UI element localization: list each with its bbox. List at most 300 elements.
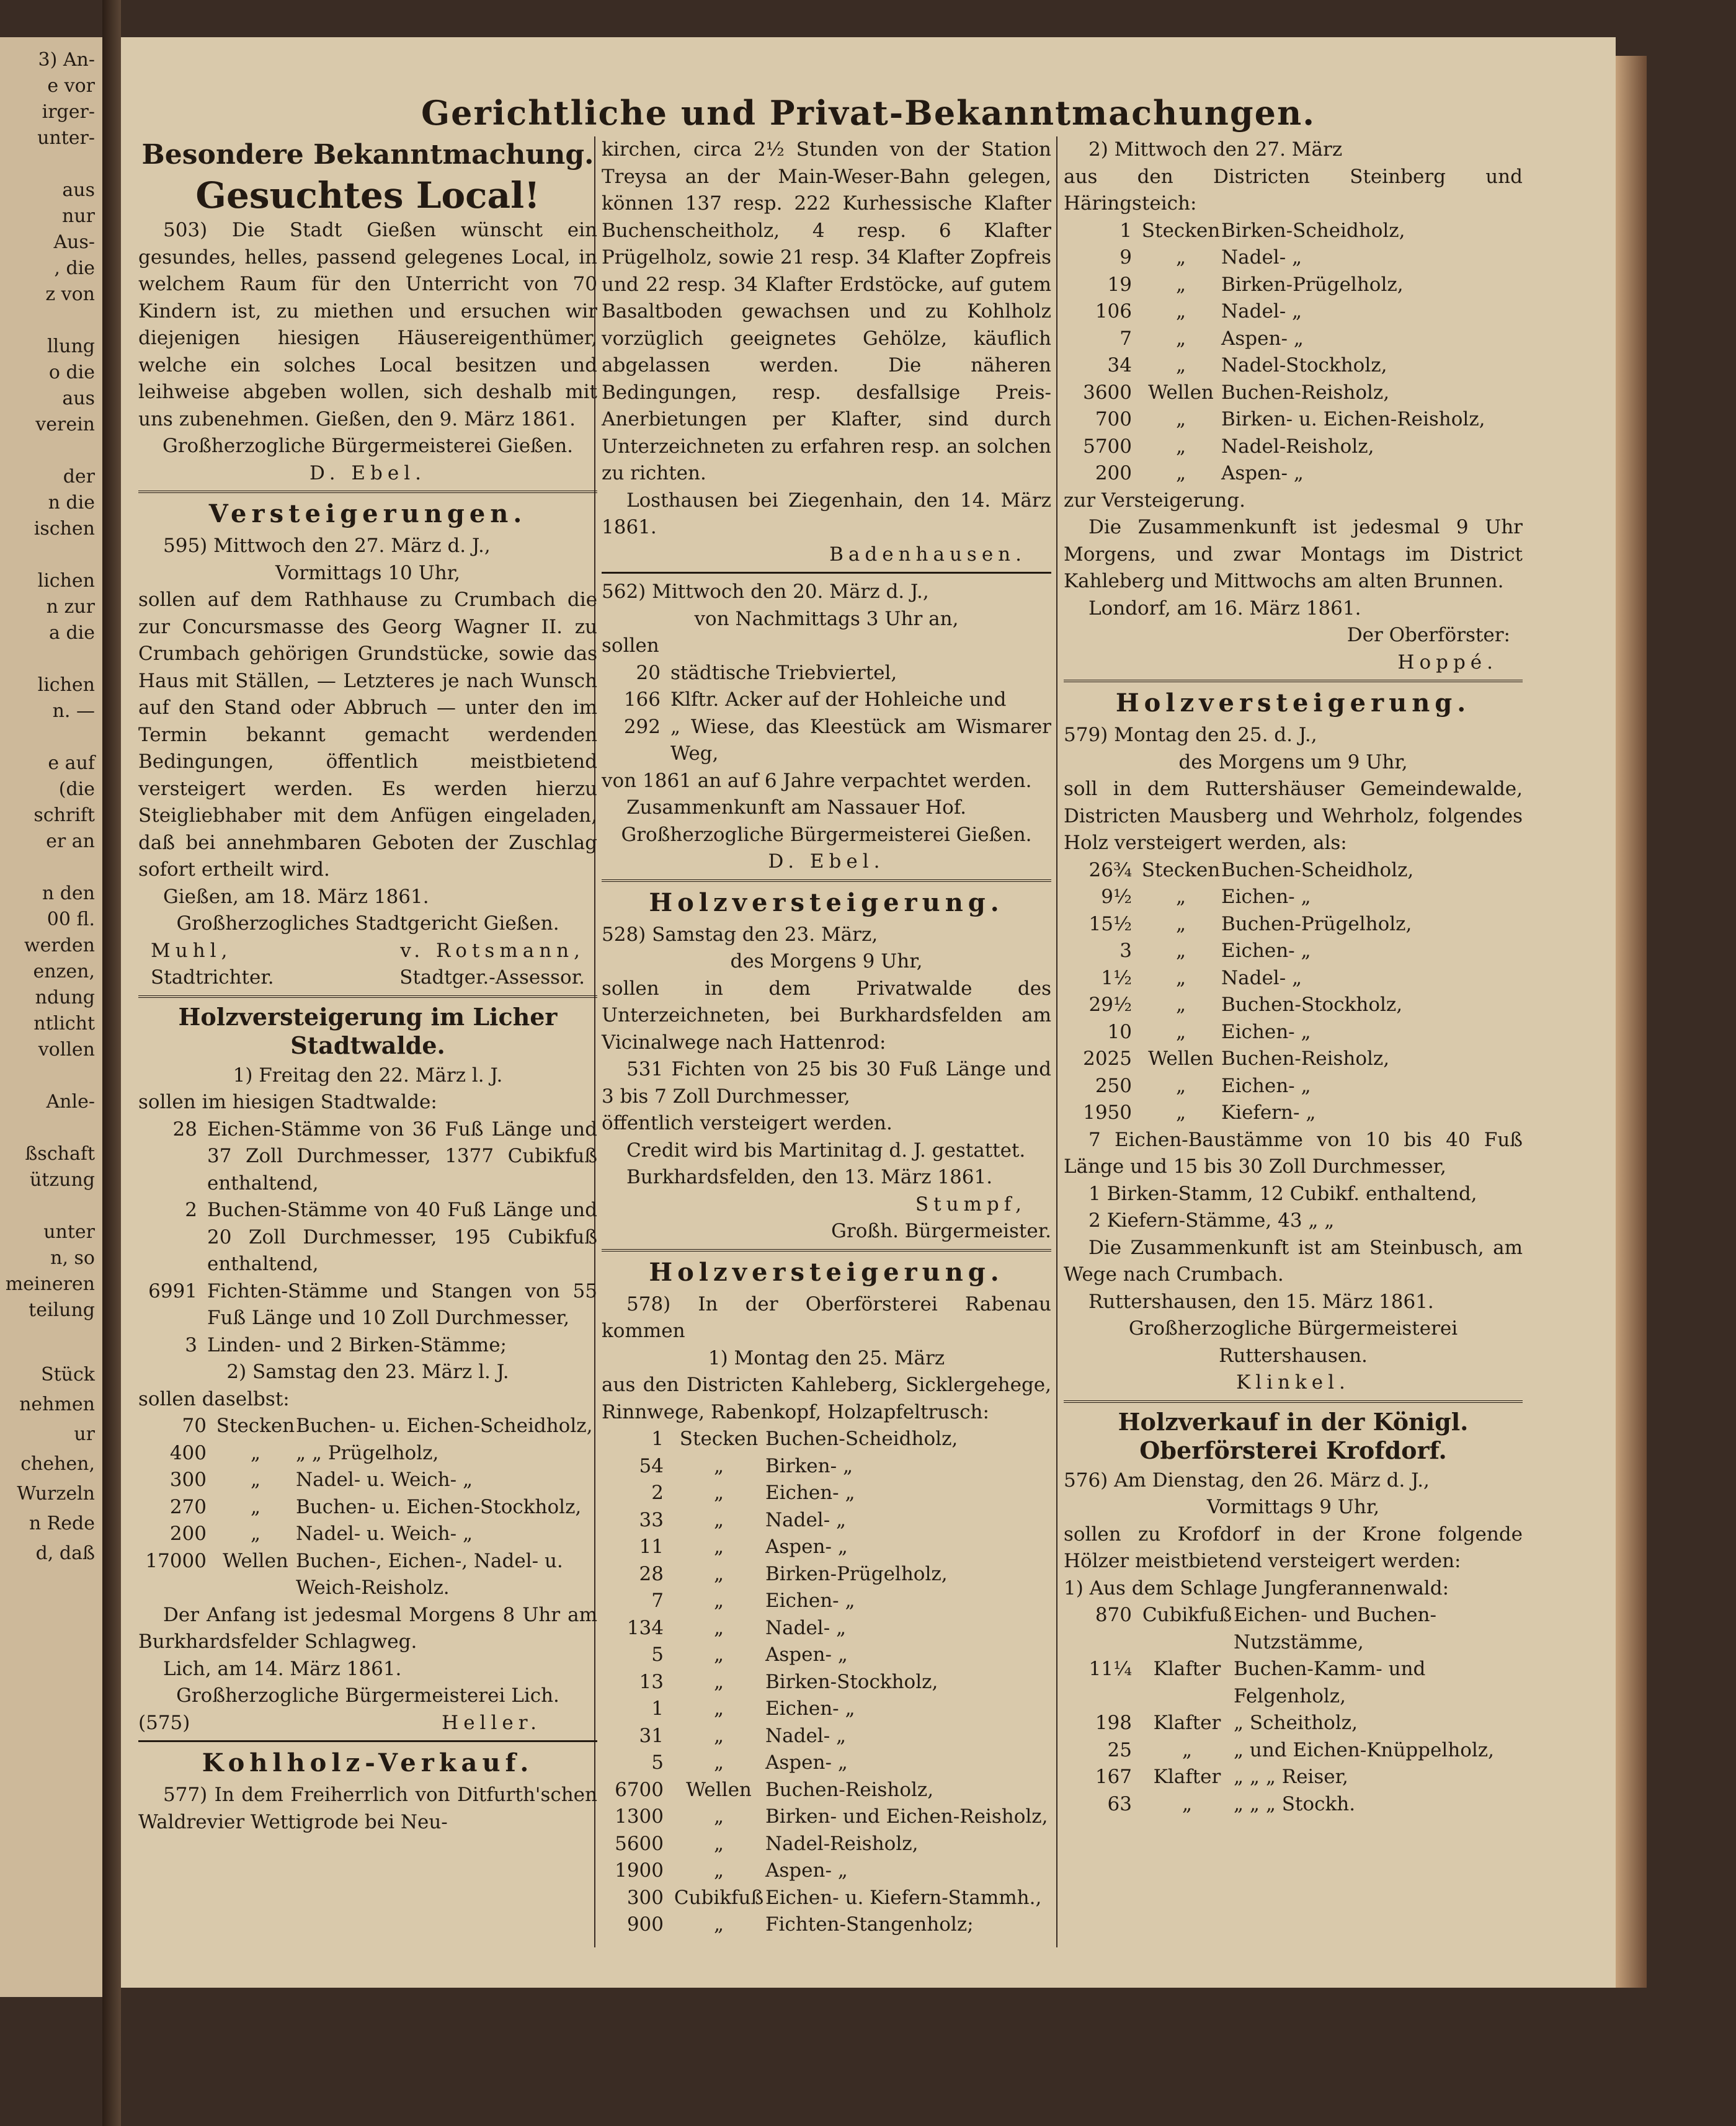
notice-text: sollen im hiesigen Stadtwalde: [138,1091,437,1113]
item-unit: „ [1175,462,1186,484]
notice-text: sollen [602,634,659,657]
item-unit: „ [1175,1101,1186,1124]
notice-item: 531 Fichten von 25 bis 30 Fuß Länge und 3 bis 7 Zoll Durchmesser, [602,1058,1051,1108]
table-row [1064,1656,1523,1710]
item-quantity: 6700 [615,1778,664,1801]
notice-text: kirchen, circa 2½ Stunden von der Station Treysa an der Main-Weser-Bahn gelegen, können 137 resp. 222 Kurhessische Klafter Buchenscheitholz, 4 resp. 6 Klafter Prügelholz, sowie 21 resp. 34 Klafter Zopfreis und 22 resp. 34 Klafter Erdstöcke, auf gutem Basaltboden gewachsen und zu Kohlholz vorzüglich geeignetes Gehölze, käuflich abgelassen werden. Die näheren Bedingungen, resp. desfallsige Preis-Anerbietungen per Klafter, sind durch Unterzeichneten zu erfahren resp. an solchen zu richten. [602,138,1051,484]
notice-text: von 1861 an auf 6 Jahre verpachtet werden. [602,769,1032,792]
table-row [1064,298,1523,326]
left-page-fragment-text: meineren [5,1273,95,1295]
notice-subheading: 1) Aus dem Schlage Jungferannenwald: [1064,1577,1449,1599]
signature: Großherzogliche Bürgermeisterei [1128,1317,1458,1340]
notice-date: 579) Montag den 25. d. J., [1064,724,1317,746]
notice-text: zur Versteigerung. [1064,489,1245,512]
section-divider [602,572,1051,574]
left-page-fragment-text: ntlicht [33,1013,95,1034]
item-description: Aspen- „ [1221,462,1304,484]
list-item [138,1116,597,1198]
item-quantity: 28 [172,1118,197,1141]
table-row [1064,406,1523,434]
left-page-fragment-text: 00 fl. [47,909,95,930]
table-row [602,1588,1051,1615]
item-description: Aspen- „ [765,1643,848,1666]
item-description: Nadel- „ [1221,246,1302,269]
table-row [602,1480,1051,1507]
item-description: Buchen-Scheidholz, [765,1428,958,1450]
item-quantity: 300 [169,1469,207,1491]
item-description: städtische Triebviertel, [670,661,897,684]
item-quantity: 34 [1107,354,1132,376]
item-unit: „ [713,1832,724,1855]
item-unit: „ [1175,327,1186,350]
item-description: Nadel-Reisholz, [1221,435,1374,458]
item-description: Nadel- „ [765,1508,847,1531]
table-row [138,1548,597,1602]
table-row [602,1426,1051,1453]
item-description: Nadel- „ [765,1616,847,1639]
section-divider [602,1249,1051,1252]
notice-text: aus den Districten Kahleberg, Sicklergehege, Rinnwege, Rabenkopf, Holzapfeltrusch: [602,1374,1051,1423]
signature: Großherzogliches Stadtgericht Gießen. [176,912,559,935]
item-quantity: 1900 [615,1859,664,1882]
item-quantity: 17000 [145,1549,207,1572]
item-description: Eichen- „ [765,1482,855,1504]
left-page-fragment-text: o die [48,362,95,383]
section-divider [138,491,597,493]
item-description: Nadel- „ [1221,300,1302,322]
item-unit: „ [713,1697,724,1720]
item-quantity: 5700 [1083,435,1132,458]
item-description: Buchen-Reisholz, [765,1778,934,1801]
notice-562 [602,579,1051,876]
signature-role: Großh. Bürgermeister. [831,1220,1051,1242]
item-unit: „ [1175,435,1186,458]
notice-text: Zusammenkunft am Nassauer Hof. [626,796,967,819]
notice-licher [138,1003,597,1737]
table-row [1064,1100,1523,1127]
item-quantity: 1300 [615,1805,664,1828]
section-heading: Holzversteigerung im Licher Stadtwalde. [178,1002,558,1059]
item-unit: Stecken [679,1428,759,1450]
item-description: Birken-Stockholz, [765,1670,938,1693]
item-quantity: 10 [1107,1020,1132,1043]
table-row [1064,326,1523,353]
item-description: Buchen-Scheidholz, [1221,858,1414,881]
item-quantity: 1 [1119,219,1132,242]
item-unit: „ [713,1643,724,1666]
item-quantity: 19 [1107,273,1132,296]
item-description: Buchen- u. Eichen-Scheidholz, [296,1415,593,1437]
notice-text: Die Zusammenkunft ist jedesmal 9 Uhr Morgens, und zwar Montags im District Kahleberg und Mittwochs am alten Brunnen. [1064,516,1523,592]
page-edge [1616,56,1647,1988]
item-unit: „ [713,1482,724,1504]
notice-text: sollen zu Krofdorf in der Krone folgende Hölzer meistbietend versteigert werden: [1064,1523,1523,1572]
section-divider [138,1740,597,1742]
item-description: Buchen-Stockholz, [1221,994,1403,1016]
item-quantity: 700 [1095,408,1132,430]
signature: Großherzogliche Bürgermeisterei Gießen. [162,435,574,457]
item-quantity: 11¼ [1088,1658,1132,1680]
table-row [602,1723,1051,1750]
table-row [1064,1737,1523,1764]
item-table [1064,857,1523,1127]
item-quantity: 5 [651,1751,664,1774]
item-description: Nadel- „ [765,1724,847,1747]
signature-name: Heller. [442,1711,541,1734]
table-row [602,1642,1051,1669]
item-unit: „ [713,1562,724,1585]
item-description: „ Wiese, das Kleestück am Wismarer Weg, [670,715,1051,765]
item-description: Eichen- „ [1221,1074,1311,1097]
item-unit: Wellen [1148,1047,1214,1070]
table-row [1064,460,1523,487]
left-page-fragment-text: n die [48,492,95,514]
item-quantity: 9 [1119,246,1132,269]
item-description: Nadel- u. Weich- „ [296,1469,473,1491]
left-page-fragment-text: e auf [48,752,95,774]
notice-text: Die Zusammenkunft ist am Steinbusch, am Wege nach Crumbach. [1064,1236,1523,1286]
table-row [1064,1602,1523,1656]
item-list [602,660,1051,768]
table-row [602,1561,1051,1588]
item-quantity: 167 [1095,1766,1132,1788]
notice-date: 528) Samstag den 23. März, [602,923,878,946]
left-page-fragment-text: er an [46,830,95,852]
left-page-fragment-text: enzen, [33,961,95,982]
item-quantity: 20 [636,661,661,684]
item-description: Nadel-Stockholz, [1221,354,1387,376]
item-unit: „ [713,1536,724,1558]
table-row [1064,1764,1523,1791]
item-quantity: 300 [626,1886,664,1909]
item-quantity: 1 [651,1428,664,1450]
item-unit: „ [1175,912,1186,935]
item-description: Birken- und Eichen-Reisholz, [765,1805,1048,1828]
notice-578-continued [1064,136,1523,676]
left-page-fragment-text: Stück [41,1364,95,1385]
left-page-fragment-text: teilung [29,1299,95,1321]
notice-item: 7 Eichen-Baustämme von 10 bis 40 Fuß Länge und 15 bis 30 Zoll Durchmesser, [1064,1128,1523,1178]
notice-text: öffentlich versteigert werden. [602,1112,892,1134]
left-page-fragment-text: nur [62,205,95,227]
table-row [602,1696,1051,1723]
item-unit: „ [713,1724,724,1747]
item-description: Birken-Prügelholz, [765,1562,948,1585]
left-page-fragment-text: irger- [42,101,95,123]
notice-item: 1 Birken-Stamm, 12 Cubikf. enthaltend, [1088,1182,1477,1205]
table-row [602,1857,1051,1885]
item-quantity: 3 [1119,940,1132,962]
item-quantity: 106 [1095,300,1132,322]
left-page-fragment-text: (die [58,778,95,800]
left-page-fragment-text: n Rede [29,1513,95,1534]
item-quantity: 11 [639,1536,664,1558]
item-description: Buchen-Prügelholz, [1221,912,1412,935]
table-row [1064,911,1523,938]
item-unit: Wellen [223,1549,288,1572]
left-page-fragment-text: n. — [52,700,95,722]
item-description: Eichen- „ [1221,940,1311,962]
signature: Ruttershausen. [1219,1344,1368,1367]
item-quantity: 292 [623,715,661,738]
item-unit: „ [1175,1020,1186,1043]
item-quantity: 1950 [1083,1101,1132,1124]
left-page-fragment-text: unter- [37,127,95,149]
left-page-fragment-text: , die [54,257,95,279]
notice-heading-large: Gesuchtes Local! [195,174,540,216]
signature-role: Stadtrichter. [151,966,274,989]
notice-text: sollen auf dem Rathhause zu Crumbach die zur Concursmasse des Georg Wagner II. zu Crumbach gehörigen Grundstücke, sowie das Haus mit Ställen, — Letzteres je nach Wunsch auf den Stand oder Abbruch — unter den im Termin bekannt gemacht werdenden Bedingungen, öffentlich meistbietend versteigert werden. Es werden hierzu Steigliebhaber mit dem Anfügen eingeladen, daß bei annehmbaren Geboten der Zuschlag sofort ertheilt wird. [138,589,597,881]
item-description: Eichen- „ [1221,886,1311,908]
item-description: Birken- u. Eichen-Reisholz, [1221,408,1485,430]
signature: Großherzogliche Bürgermeisterei Lich. [176,1684,559,1707]
notice-text: Credit wird bis Martinitag d. J. gestattet. [626,1139,1026,1162]
left-page-fragment-text: e vor [47,75,95,97]
notice-date: 2) Mittwoch den 27. März [1088,138,1343,161]
item-unit: „ [1175,994,1186,1016]
item-quantity: 3 [185,1333,197,1356]
notice-time: des Morgens 9 Uhr, [730,950,923,972]
item-quantity: 900 [626,1913,664,1936]
item-quantity: 2 [651,1482,664,1504]
item-description: Nadel- u. Weich- „ [296,1523,473,1545]
item-description: Buchen- u. Eichen-Stockholz, [296,1495,582,1518]
left-page-fragment-text: ndung [35,987,95,1008]
left-page-fragment-text: aus [62,388,95,409]
item-quantity: 33 [639,1508,664,1531]
notice-date: 1) Montag den 25. März [708,1346,945,1369]
item-unit: „ [713,1670,724,1693]
item-quantity: 29½ [1088,994,1132,1016]
notice-text: aus den Districten Steinberg und Häringsteich: [1064,165,1523,215]
item-table [1064,218,1523,487]
table-row [138,1494,597,1521]
notice-place-date: Gießen, am 18. März 1861. [163,885,429,908]
item-unit: „ [250,1441,261,1464]
signature-line [138,1710,597,1737]
item-description: Eichen- „ [765,1697,855,1720]
item-unit: „ [713,1508,724,1531]
item-description: Birken-Prügelholz, [1221,273,1404,296]
table-row [1064,434,1523,461]
item-description: Aspen- „ [1221,327,1304,350]
notice-versteigerungen [138,498,597,992]
notice-text: 577) In dem Freiherrlich von Ditfurth'schen Waldrevier Wettigrode bei Neu- [138,1784,597,1833]
item-description: Buchen-Kamm- und Felgenholz, [1234,1658,1426,1707]
item-quantity: 25 [1107,1738,1132,1761]
page-header: Gerichtliche und Privat-Bekanntmachungen. [421,93,1316,133]
left-page-fragment-text: n zur [46,596,95,618]
table-row [1064,992,1523,1019]
item-description: „ „ „ Stockh. [1234,1792,1356,1815]
notice-date: 2) Samstag den 23. März l. J. [226,1361,509,1383]
left-page-fragment-text: werden [24,935,95,956]
notice-kohlholz-continued [602,136,1051,568]
notice-text: sollen in dem Privatwalde des Unterzeichneten, bei Burkhardsfelden am Vicinalwege nach Hattenrod: [602,977,1051,1054]
table-row [1064,244,1523,272]
left-page-fragment-text: Anle- [46,1091,95,1113]
left-page-fragment-text: verein [35,414,95,435]
table-row [602,1911,1051,1939]
signature-roles [138,964,597,992]
item-description: Buchen-Stämme von 40 Fuß Länge und 20 Zoll Durchmesser, 195 Cubikfuß enthaltend, [207,1199,597,1275]
item-quantity: 9½ [1101,886,1132,908]
item-quantity: 54 [639,1454,664,1477]
notice-time: Vormittags 10 Uhr, [275,561,460,584]
item-description: „ „ „ Reiser, [1234,1766,1348,1788]
item-unit: „ [1175,246,1186,269]
table-row [1064,272,1523,299]
item-unit: „ [1175,966,1186,989]
item-unit: „ [713,1454,724,1477]
item-quantity: 31 [639,1724,664,1747]
item-unit: Cubikfuß [674,1886,764,1909]
left-page-fragment-text: ützung [29,1169,95,1191]
left-page-fragment [0,37,104,1997]
section-heading: Holzversteigerung. [649,1257,1004,1287]
item-quantity: 2025 [1083,1047,1132,1070]
table-row [1064,1791,1523,1818]
notice-time: Vormittags 9 Uhr, [1206,1496,1380,1518]
signature-role: Der Oberförster: [1347,624,1510,646]
left-page-fragment-text: Aus- [53,231,95,253]
notice-text: Der Anfang ist jedesmal Morgens 8 Uhr am Burkhardsfelder Schlagweg. [138,1603,597,1653]
item-description: Eichen- „ [765,1590,855,1612]
section-divider [1064,680,1523,682]
list-item [138,1278,597,1332]
notice-text: 503) Die Stadt Gießen wünscht ein gesundes, helles, passend gelegenes Local, in welchem Raum für den Unterricht von 70 Kindern ist, zu miethen und ersuchen wir diejenigen hiesigen Häusereigenthümer, welche ein solches Local besitzen und leihweise abgeben wollen, sich deshalb mit uns zubenehmen. Gießen, den 9. März 1861. [138,219,597,430]
section-heading: Kohlholz-Verkauf. [202,1748,534,1777]
item-quantity: 134 [626,1616,664,1639]
item-quantity: 2 [185,1199,197,1221]
item-unit: „ [250,1469,261,1491]
left-page-fragment-text: a die [49,622,95,644]
list-item [602,687,1051,714]
table-row [602,1750,1051,1777]
item-quantity: 7 [651,1590,664,1612]
notice-place-date: Londorf, am 16. März 1861. [1088,597,1361,620]
signature-name: Muhl, [151,939,233,962]
item-unit: „ [1182,1738,1193,1761]
item-description: Birken-Scheidholz, [1221,219,1405,242]
notice-kohlholz [138,1747,597,1836]
column-1 [138,136,597,1836]
left-page-fragment-text: d, daß [35,1542,95,1564]
section-heading: Holzversteigerung. [1115,688,1471,718]
item-quantity: 270 [169,1495,207,1518]
item-unit: „ [1175,886,1186,908]
item-unit: „ [250,1495,261,1518]
left-page-fragment-text: aus [62,179,95,201]
left-page-fragment-text: lichen [37,570,95,592]
left-page-fragment-text: unter [43,1221,95,1243]
table-row [602,1615,1051,1642]
item-unit: Stecken [1141,219,1221,242]
item-unit: Stecken [216,1415,295,1437]
notice-local [138,139,597,487]
notice-text: sollen daselbst: [138,1387,290,1410]
notice-heading: Besondere Bekanntmachung. [141,139,594,171]
table-row [138,1521,597,1548]
item-description: Eichen- und Buchen-Nutzstämme, [1234,1604,1436,1653]
notice-date: 1) Freitag den 22. März l. J. [233,1064,503,1087]
left-page-fragment-text: n den [42,883,95,904]
newspaper-page [121,37,1616,1988]
left-page-fragment-text: lichen [37,674,95,696]
notice-place-date: Burkhardsfelden, den 13. März 1861. [626,1166,993,1188]
item-description: Buchen-, Eichen-, Nadel- u. Weich-Reisholz. [296,1549,563,1599]
item-unit: „ [713,1751,724,1774]
table-row [1064,1710,1523,1737]
table-row [602,1777,1051,1804]
item-description: Kiefern- „ [1221,1101,1316,1124]
item-unit: Klafter [1153,1658,1221,1680]
item-quantity: 15½ [1088,912,1132,935]
left-page-fragment-text: llung [47,336,95,357]
signature-role: Stadtger.-Assessor. [399,966,585,989]
signature-name: Badenhausen. [829,543,1026,566]
item-unit: „ [250,1523,261,1545]
left-page-fragment-text: Wurzeln [17,1483,95,1505]
item-quantity: 400 [169,1441,207,1464]
signature-name: Stumpf, [915,1193,1026,1216]
table-row [602,1507,1051,1534]
item-description: „ Scheitholz, [1234,1712,1358,1734]
column-divider [1056,136,1057,1947]
left-page-fragment-text: z von [45,283,95,305]
item-unit: „ [713,1859,724,1882]
notice-place-date: Ruttershausen, den 15. März 1861. [1088,1290,1434,1313]
item-unit: „ [713,1616,724,1639]
item-quantity: 28 [639,1562,664,1585]
left-page-fragment-text: schrift [33,804,95,826]
item-description: Fichten-Stämme und Stangen von 55 Fuß Länge und 10 Zoll Durchmesser, [207,1279,597,1329]
signature-names [138,938,597,965]
table-row [1064,1073,1523,1100]
table-row [602,1831,1051,1858]
left-page-fragment-text: chehen, [20,1453,95,1475]
list-item [602,660,1051,687]
notice-date: 576) Am Dienstag, den 26. März d. J., [1064,1469,1430,1492]
table-row [138,1440,597,1467]
item-description: „ und Eichen-Knüppelholz, [1234,1738,1494,1761]
table-row [1064,965,1523,992]
item-description: Buchen-Reisholz, [1221,1047,1390,1070]
item-unit: „ [1175,408,1186,430]
item-table [1064,1602,1523,1818]
item-description: Klftr. Acker auf der Hohleiche und [670,688,1007,711]
section-divider [1064,1400,1523,1403]
notice-place-date: Losthausen bei Ziegenhain, den 14. März 1861. [602,489,1051,538]
item-description: Linden- und 2 Birken-Stämme; [207,1333,507,1356]
left-page-fragment-text: n, so [50,1247,95,1269]
list-item [602,714,1051,768]
item-quantity: 1 [651,1697,664,1720]
table-row [1064,884,1523,911]
table-row [602,1534,1051,1561]
table-row [602,1453,1051,1480]
left-page-fragment-text: ischen [33,518,95,540]
item-description: Eichen- „ [1221,1020,1311,1043]
notice-528 [602,887,1051,1245]
item-description: Buchen-Reisholz, [1221,381,1390,404]
item-unit: Klafter [1153,1766,1221,1788]
left-page-fragment-text: ur [74,1423,95,1445]
item-quantity: 1½ [1101,966,1132,989]
notice-576 [1064,1408,1523,1818]
left-page-fragment-text: ßschaft [25,1143,95,1165]
item-description: Aspen- „ [765,1859,848,1882]
